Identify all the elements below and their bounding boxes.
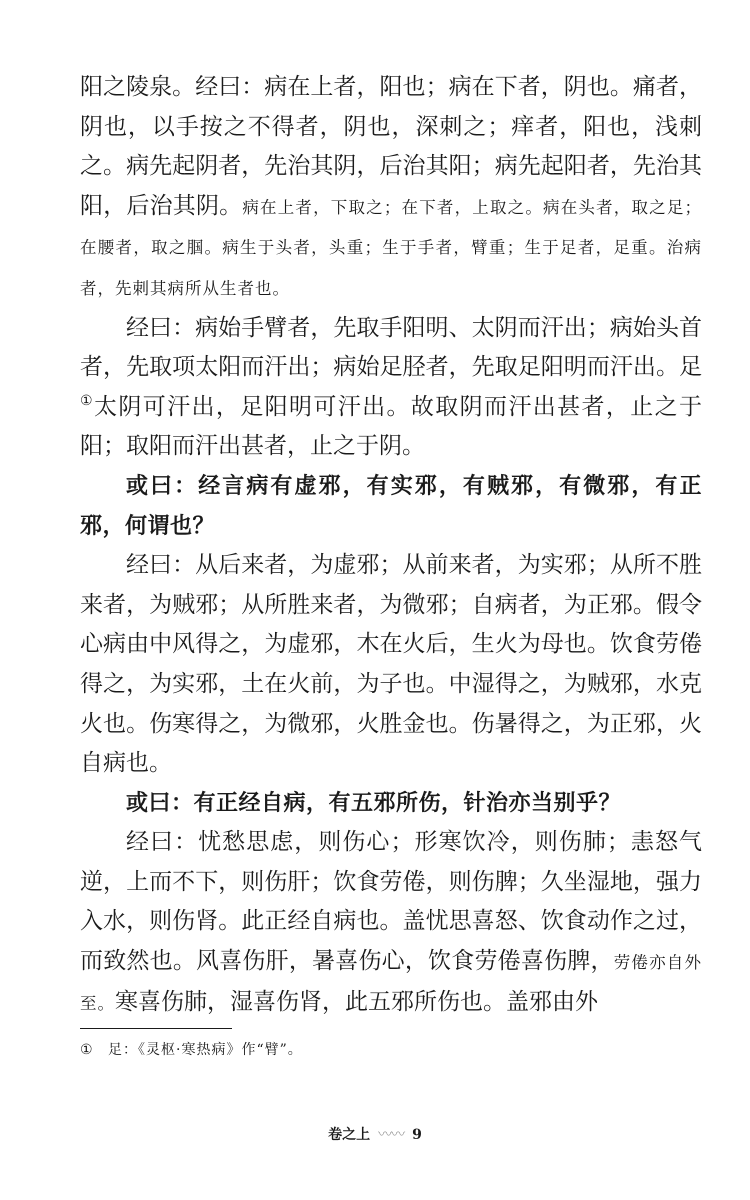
footnote <box>80 1040 303 1060</box>
paragraph-1-main: 阳之陵泉。经曰：病在上者，阳也；病在下者，阴也。痛者，阴也，以手按之不得者，阴也，深刺之；痒者，阳也，浅刺之。病先起阴者，先治其阴，后治其阳；病先起阳者，先治其阳，后治其阴。 <box>80 74 702 219</box>
paragraph-4-tail: 寒喜伤肺，湿喜伤肾，此五邪所伤也。盖邪由外 <box>115 988 598 1015</box>
paragraph-2-before-ref: 经曰：病始手臂者，先取手阳明、太阴而汗出；病始头首者，先取项太阳而汗出；病始足胫者，先取足阳明而汗出。足 <box>80 314 702 381</box>
footnote-text: 足：《灵枢·寒热病》作“臂”。 <box>108 1042 303 1058</box>
footnote-mark: ① <box>80 1042 94 1058</box>
running-section-title: 卷之上 <box>328 1127 371 1143</box>
footnote-divider <box>80 1028 232 1029</box>
paragraph-3: 经曰：从后来者，为虚邪；从前来者，为实邪；从所不胜来者，为贼邪；从所胜来者，为微邪；自病者，为正邪。假令心病由中风得之，为虚邪，木在火后，生火为母也。饮食劳倦得之，为实邪，土在火前，为子也。中湿得之，为贼邪，水克火也。伤寒得之，为微邪，火胜金也。伤暑得之，为正邪，火自病也。 <box>80 552 702 777</box>
paragraph-2-after-ref: 太阴可汗出，足阳明可汗出。故取阴而汗出甚者，止之于阳；取阳而汗出甚者，止之于阴。 <box>80 393 702 460</box>
page-footer <box>0 1125 750 1145</box>
question-2: 或曰：有正经自病，有五邪所伤，针治亦当别乎？ <box>126 790 622 816</box>
ornament-icon: 〰〰 <box>378 1127 405 1143</box>
page-number: 9 <box>412 1127 422 1143</box>
paragraph-4-annotation: 劳倦亦自外至。 <box>80 953 703 1013</box>
paragraph-4 <box>80 823 702 1023</box>
page-body <box>80 68 702 1023</box>
paragraph-1 <box>80 68 702 309</box>
paragraph-1-annotation: 病在上者，下取之；在下者，上取之。病在头者，取之足；在腰者，取之腘。病生于头者，头重；生于手者，臂重；生于足者，足重。治病者，先刺其病所从生者也。 <box>80 197 702 298</box>
paragraph-2 <box>80 309 702 467</box>
question-1: 或曰：经言病有虚邪，有实邪，有贼邪，有微邪，有正邪，何谓也？ <box>80 473 702 539</box>
footnote-reference[interactable]: ① <box>80 392 94 409</box>
paragraph-4-main: 经曰：忧愁思虑，则伤心；形寒饮冷，则伤肺；恚怒气逆，上而不下，则伤肝；饮食劳倦，则伤脾；久坐湿地，强力入水，则伤肾。此正经自病也。盖忧思喜怒、饮食动作之过，而致然也。风喜伤肝，暑喜伤心，饮食劳倦喜伤脾， <box>80 829 702 975</box>
